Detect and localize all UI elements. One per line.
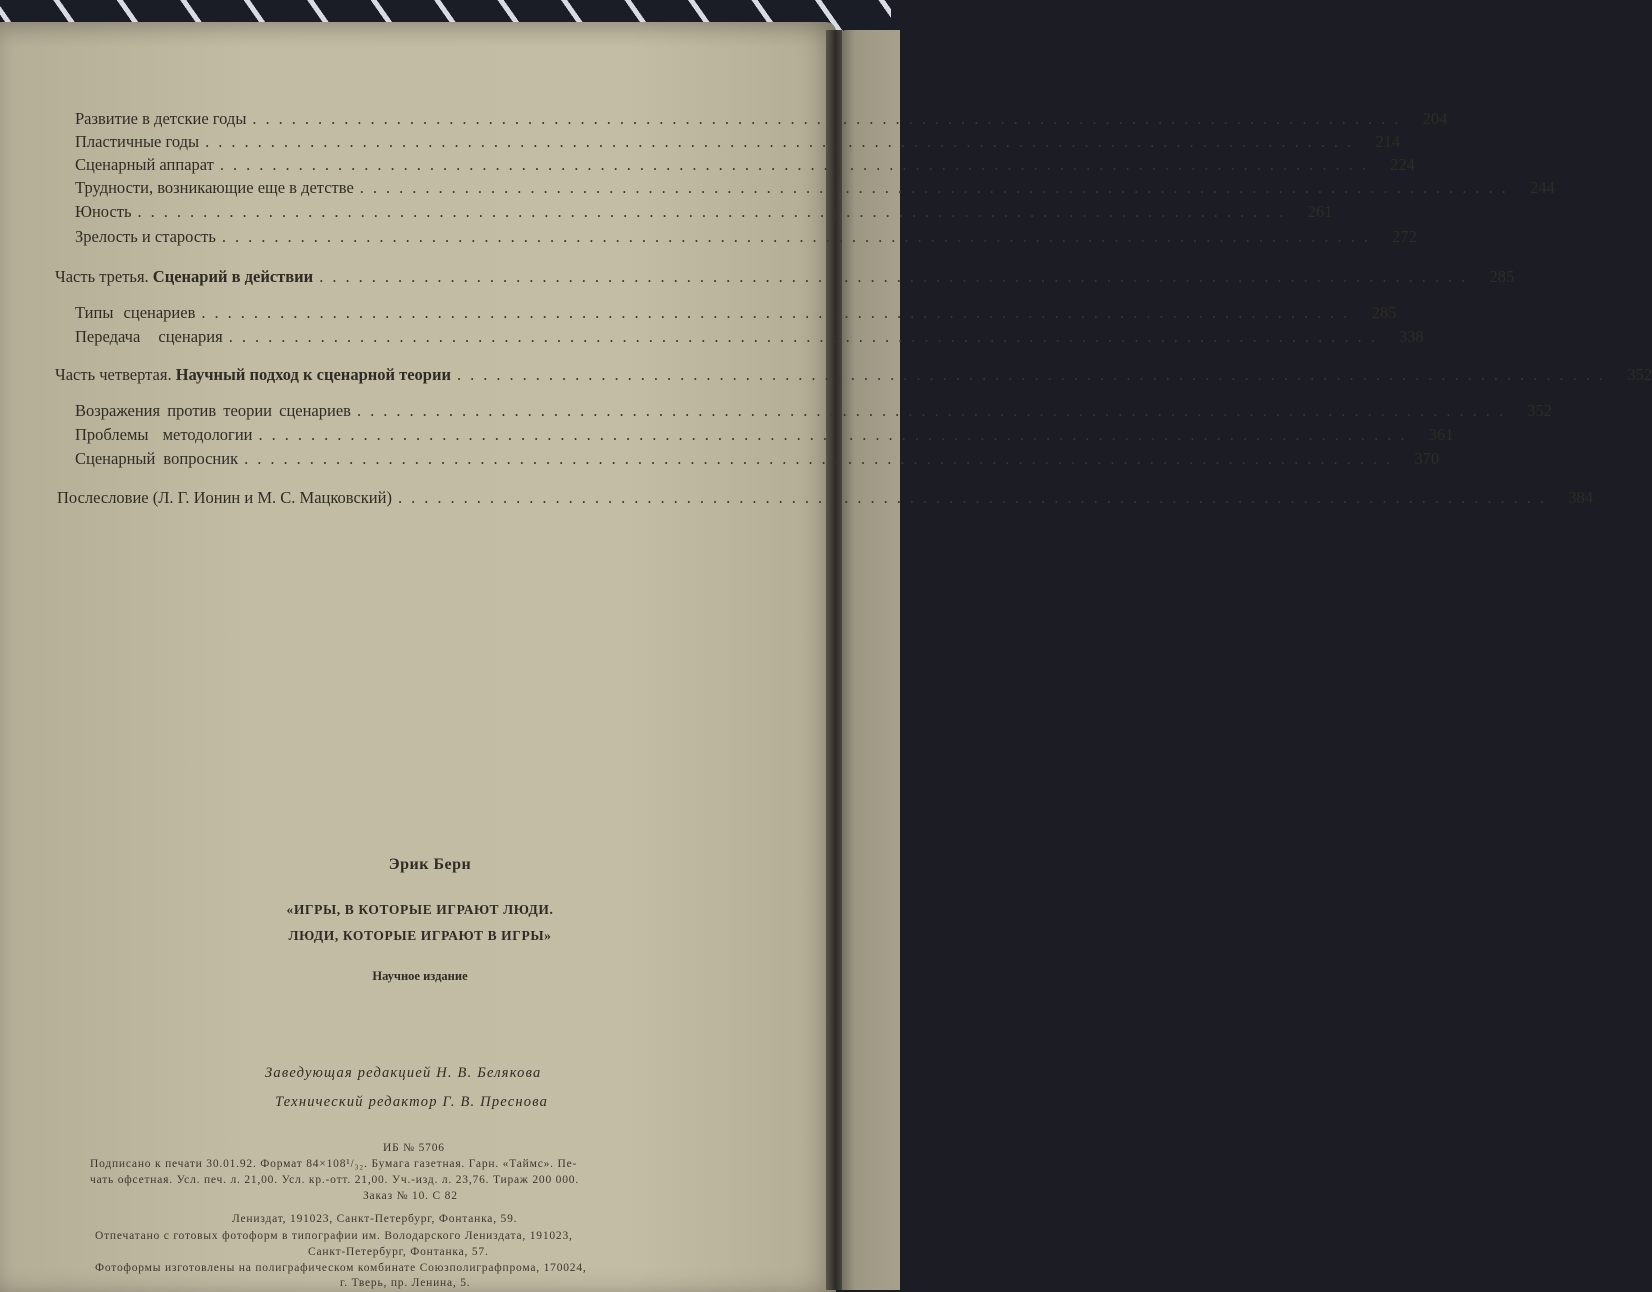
toc-leader: ........................................................................................ bbox=[205, 132, 1361, 151]
toc-entry bbox=[75, 326, 1424, 348]
toc-entry-title: Развитие в детские годы bbox=[75, 109, 247, 128]
toc-leader: ........................................................................................ bbox=[319, 267, 1475, 286]
toc-entry-title: Зрелость и старость bbox=[75, 227, 216, 246]
toc-leader: ........................................................................................ bbox=[397, 488, 1553, 507]
toc-part-title: Научный подход к сценарной теории bbox=[175, 365, 451, 384]
toc-entry-page: 204 bbox=[1422, 109, 1448, 128]
author-name: Эрик Берн bbox=[388, 856, 472, 873]
toc-entry-page: 352 bbox=[1627, 365, 1652, 384]
toc-entry-title: Сценарный аппарат bbox=[75, 155, 214, 174]
technical-editor: Технический редактор Г. В. Преснова bbox=[275, 1094, 549, 1110]
toc-entry-title: Проблемы методологии bbox=[75, 425, 253, 444]
toc-entry-page: 272 bbox=[1392, 227, 1417, 246]
city-line: г. Тверь, пр. Ленина, 5. bbox=[340, 1277, 471, 1289]
toc-part-title: Сценарий в действии bbox=[152, 267, 314, 286]
toc-entry bbox=[75, 226, 1417, 248]
toc-leader: ........................................................................................ bbox=[137, 202, 1293, 221]
toc-entry-page: 384 bbox=[1568, 488, 1593, 507]
toc-leader: ........................................................................................ bbox=[258, 425, 1414, 444]
toc-entry-title: Послесловие (Л. Г. Ионин и М. С. Мацковский) bbox=[57, 488, 392, 507]
editor-in-chief: Заведующая редакцией Н. В. Белякова bbox=[265, 1065, 542, 1081]
toc-entry bbox=[75, 201, 1333, 223]
toc-entry bbox=[75, 302, 1397, 324]
toc-entry-page: 244 bbox=[1530, 178, 1555, 197]
toc-entry-page: 361 bbox=[1428, 425, 1454, 444]
toc-entry-page: 285 bbox=[1489, 267, 1515, 286]
printing-house-line: Отпечатано с готовых фотоформ в типографии им. Володарского Лениздата, 191023, bbox=[95, 1230, 573, 1242]
toc-entry-page: 370 bbox=[1414, 449, 1440, 468]
order-number: Заказ № 10. С 82 bbox=[363, 1190, 458, 1202]
toc-part-heading bbox=[55, 364, 1652, 386]
ib-number: ИБ № 5706 bbox=[383, 1142, 445, 1154]
toc-entry-page: 285 bbox=[1371, 303, 1397, 322]
toc-leader: ........................................................................................ bbox=[252, 109, 1408, 128]
toc-entry-page: 261 bbox=[1307, 202, 1333, 221]
print-details-line: чать офсетная. Усл. печ. л. 21,00. Усл. кр.-отт. 21,00. Уч.-изд. л. 23,76. Тираж 200 000. bbox=[90, 1174, 579, 1186]
book-title-line: «ИГРЫ, В КОТОРЫЕ ИГРАЮТ ЛЮДИ. bbox=[286, 902, 554, 917]
toc-leader: ........................................................................................ bbox=[244, 449, 1400, 468]
toc-leader: ........................................................................................ bbox=[221, 227, 1377, 246]
toc-leader: ........................................................................................ bbox=[201, 303, 1357, 322]
toc-leader: ........................................................................................ bbox=[457, 365, 1612, 384]
toc-entry bbox=[75, 154, 1415, 176]
toc-leader: ........................................................................................ bbox=[228, 327, 1384, 346]
toc-part-heading bbox=[55, 266, 1515, 288]
toc-leader: ........................................................................................ bbox=[359, 178, 1515, 197]
toc-entry bbox=[75, 400, 1552, 422]
toc-entry-page: 338 bbox=[1398, 327, 1424, 346]
photoforms-line: Фотоформы изготовлены на полиграфическом комбинате Союзполиграфпрома, 170024, bbox=[95, 1262, 587, 1274]
publisher-address: Лениздат, 191023, Санкт-Петербург, Фонтанка, 59. bbox=[232, 1213, 518, 1225]
toc-entry-title: Пластичные годы bbox=[75, 132, 200, 151]
toc-entry-title: Возражения против теории сценариев bbox=[75, 401, 351, 420]
toc-entry-page: 214 bbox=[1375, 132, 1401, 151]
toc-entry-page: 224 bbox=[1390, 155, 1415, 174]
toc-afterword bbox=[57, 487, 1593, 509]
printing-house-line: Санкт-Петербург, Фонтанка, 57. bbox=[308, 1246, 489, 1258]
toc-entry-title: Трудности, возникающие еще в детстве bbox=[75, 178, 354, 197]
toc-entry-title: Передача сценария bbox=[75, 327, 223, 346]
toc-entry-title: Типы сценариев bbox=[75, 303, 196, 322]
toc-part-label: Часть третья. bbox=[55, 267, 149, 286]
toc-entry-page: 352 bbox=[1527, 401, 1552, 420]
toc-entry bbox=[75, 424, 1454, 446]
toc-entry bbox=[75, 448, 1440, 470]
toc-leader: ........................................................................................ bbox=[219, 155, 1375, 174]
toc-entry bbox=[75, 108, 1448, 130]
book-title-line: ЛЮДИ, КОТОРЫЕ ИГРАЮТ В ИГРЫ» bbox=[288, 928, 552, 943]
print-details-line: Подписано к печати 30.01.92. Формат 84×108¹/₃₂. Бумага газетная. Гарн. «Таймс». Пе- bbox=[90, 1158, 578, 1170]
toc-entry bbox=[75, 177, 1555, 199]
toc-entry bbox=[75, 131, 1401, 153]
toc-entry-title: Сценарный вопросник bbox=[75, 449, 239, 468]
toc-leader: ........................................................................................ bbox=[356, 401, 1512, 420]
toc-entry-title: Юность bbox=[75, 202, 132, 221]
toc-part-label: Часть четвертая. bbox=[55, 365, 172, 384]
edition-type: Научное издание bbox=[372, 969, 468, 983]
